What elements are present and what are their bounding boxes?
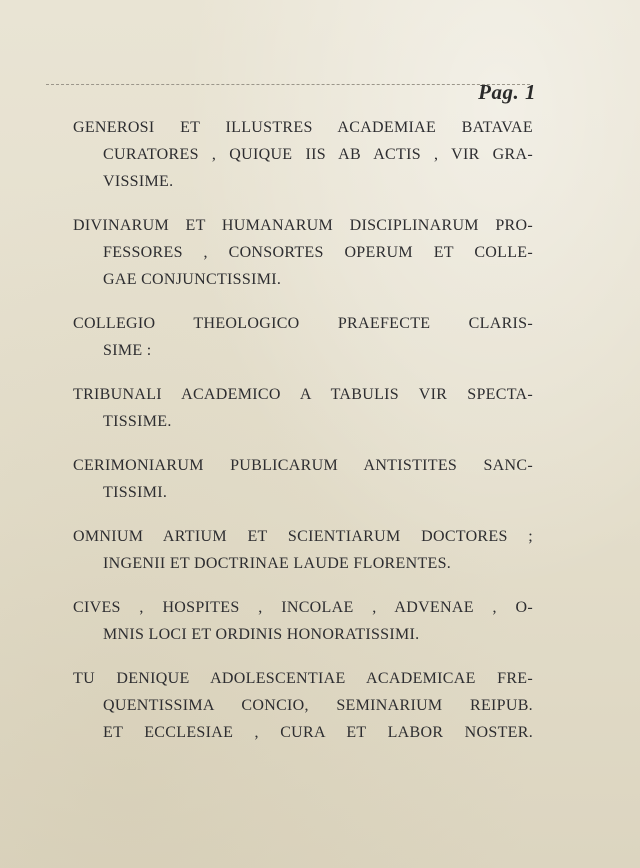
text-line: TRIBUNALI ACADEMICO A TABULIS VIR SPECTA- bbox=[73, 386, 533, 403]
text-line: TU DENIQUE ADOLESCENTIAE ACADEMICAE FRE- bbox=[73, 670, 533, 687]
paragraph-curatores bbox=[73, 114, 533, 195]
body-text bbox=[73, 114, 533, 763]
text-line: SIME : bbox=[103, 342, 152, 359]
text-line: TISSIMI. bbox=[103, 484, 168, 501]
text-line: GAE CONJUNCTISSIMI. bbox=[103, 271, 282, 288]
page-number: Pag. 1 bbox=[478, 80, 536, 104]
text-line: ET ECCLESIAE , CURA ET LABOR NOSTER. bbox=[103, 724, 533, 741]
paragraph-adolescentiae bbox=[73, 665, 533, 746]
text-line: COLLEGIO THEOLOGICO PRAEFECTE CLARIS- bbox=[73, 315, 533, 332]
text-line: GENEROSI ET ILLUSTRES ACADEMIAE BATAVAE bbox=[73, 119, 533, 136]
text-line: VISSIME. bbox=[103, 173, 174, 190]
header-rule bbox=[46, 84, 530, 85]
text-line: CIVES , HOSPITES , INCOLAE , ADVENAE , O- bbox=[73, 599, 533, 616]
paragraph-collegio bbox=[73, 310, 533, 364]
text-line: MNIS LOCI ET ORDINIS HONORATISSIMI. bbox=[103, 626, 420, 643]
text-line: FESSORES , CONSORTES OPERUM ET COLLE- bbox=[103, 244, 533, 261]
text-line: CERIMONIARUM PUBLICARUM ANTISTITES SANC- bbox=[73, 457, 533, 474]
paragraph-tribunali bbox=[73, 381, 533, 435]
paragraph-professores bbox=[73, 212, 533, 293]
text-line: QUENTISSIMA CONCIO, SEMINARIUM REIPUB. bbox=[103, 697, 533, 714]
text-line: INGENII ET DOCTRINAE LAUDE FLORENTES. bbox=[103, 555, 452, 572]
text-line: OMNIUM ARTIUM ET SCIENTIARUM DOCTORES ; bbox=[73, 528, 533, 545]
text-line: CURATORES , QUIQUE IIS AB ACTIS , VIR GRA- bbox=[103, 146, 533, 163]
text-line: TISSIME. bbox=[103, 413, 172, 430]
paragraph-cerimoniarum bbox=[73, 452, 533, 506]
paragraph-doctores bbox=[73, 523, 533, 577]
text-line: DIVINARUM ET HUMANARUM DISCIPLINARUM PRO- bbox=[73, 217, 533, 234]
paragraph-cives bbox=[73, 594, 533, 648]
